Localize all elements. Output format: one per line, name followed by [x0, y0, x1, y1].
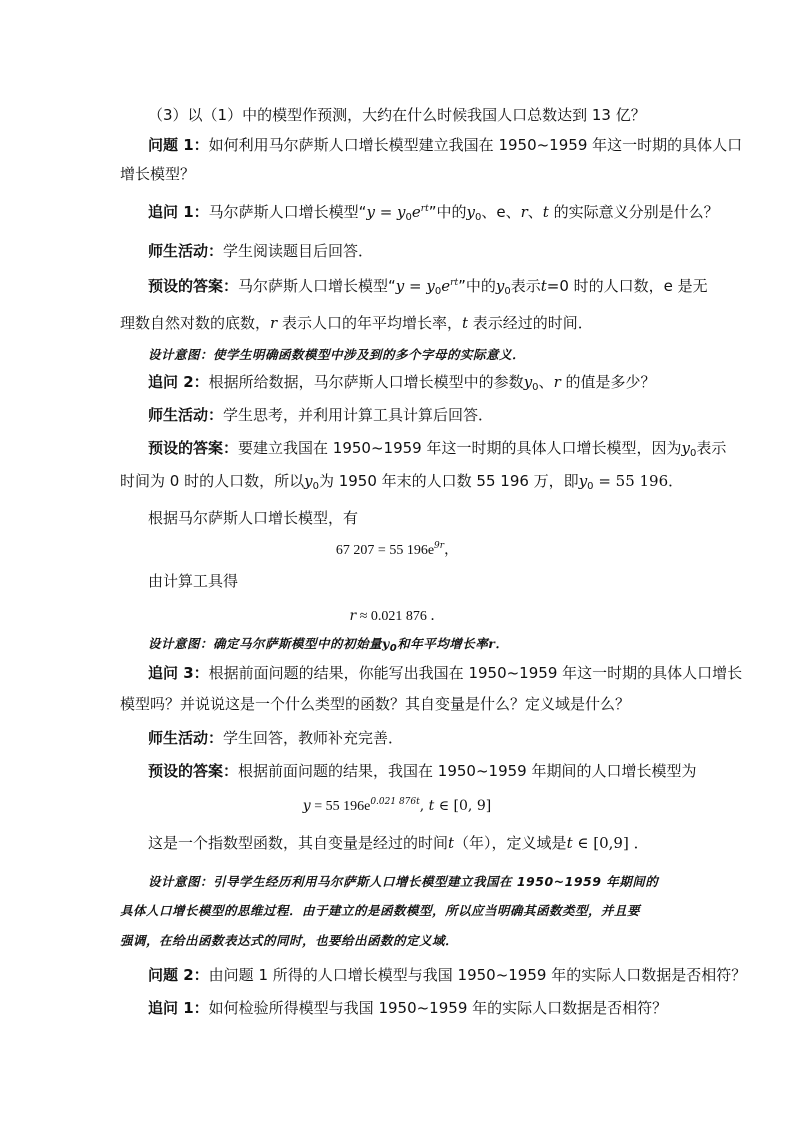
followup-3-line: 追问 3：根据前面问题的结果，你能写出我国在 1950~1959 年这一时期的具体人口增长	[148, 664, 743, 682]
paragraph-line: 根据马尔萨斯人口增长模型，有	[148, 509, 359, 527]
followup-1-line: 追问 1：马尔萨斯人口增长模型“$y = y_0e^{rt}$”中的$y_0$、e、r、t 的实际意义分别是什么？	[148, 203, 719, 223]
problem-1-cont: 增长模型？	[120, 165, 196, 183]
design-intent-line: 设计意图：确定马尔萨斯模型中的初始量$y_0$和年平均增长率r．	[148, 636, 509, 654]
answer-cont: 理数自然对数的底数，r 表示人口的年平均增长率，t 表示经过的时间．	[120, 314, 593, 332]
activity-line: 师生活动：学生回答，教师补充完善．	[148, 729, 404, 747]
design-intent-line: 设计意图：使学生明确函数模型中涉及到的多个字母的实际意义．	[148, 347, 526, 362]
activity-line: 师生活动：学生阅读题目后回答．	[148, 242, 374, 260]
problem-2-line: 问题 2：由问题 1 所得的人口增长模型与我国 1950~1959 年的实际人口数据是否相符？	[148, 966, 747, 984]
answer-cont: 时间为 0 时的人口数，所以$y_0$为 1950 年末的人口数 55 196 万，即$y_0 = 55$ 196．	[120, 472, 684, 492]
design-intent-line: 设计意图：引导学生经历利用马尔萨斯人口增长模型建立我国在 1950~1959 年期间的	[148, 874, 659, 889]
equation-2: r ≈ 0.021 876 ．	[349, 608, 445, 624]
answer-line: 预设的答案：马尔萨斯人口增长模型“$y = y_0e^{rt}$”中的$y_0$表示t=0 时的人口数，e 是无	[148, 277, 708, 297]
design-intent-cont: 强调，在给出函数表达式的同时，也要给出函数的定义域．	[120, 933, 459, 948]
equation-3: y = 55 $196e^{0.021 876t}$, t ∈ [0, 9]	[302, 797, 492, 814]
followup-1-line: 追问 1：如何检验所得模型与我国 1950~1959 年的实际人口数据是否相符？	[148, 999, 668, 1017]
equation-1: 67 207 = 55 $196e^{9r}$，	[335, 541, 459, 558]
activity-line: 师生活动：学生思考，并利用计算工具计算后回答．	[148, 406, 494, 424]
answer-line: 预设的答案：要建立我国在 1950~1959 年这一时期的具体人口增长模型，因为$y_0$表示	[148, 439, 727, 459]
followup-2-line: 追问 2：根据所给数据，马尔萨斯人口增长模型中的参数$y_0$、r 的值是多少？	[148, 373, 656, 393]
answer-line: 预设的答案：根据前面问题的结果，我国在 1950~1959 年期间的人口增长模型为	[148, 762, 697, 780]
followup-3-cont: 模型吗？并说说这是一个什么类型的函数？其自变量是什么？定义域是什么？	[120, 695, 631, 713]
problem-1-line: 问题 1：如何利用马尔萨斯人口增长模型建立我国在 1950~1959 年这一时期的具体人口	[148, 136, 743, 154]
question-3-line: （3）以（1）中的模型作预测，大约在什么时候我国人口总数达到 13 亿？	[148, 106, 646, 124]
paragraph-line: 由计算工具得	[148, 572, 239, 590]
design-intent-cont: 具体人口增长模型的思维过程．由于建立的是函数模型，所以应当明确其函数类型，并且要	[120, 903, 641, 918]
paragraph-line: 这是一个指数型函数，其自变量是经过的时间t（年），定义域是t ∈ [0,9] ．	[148, 834, 649, 852]
